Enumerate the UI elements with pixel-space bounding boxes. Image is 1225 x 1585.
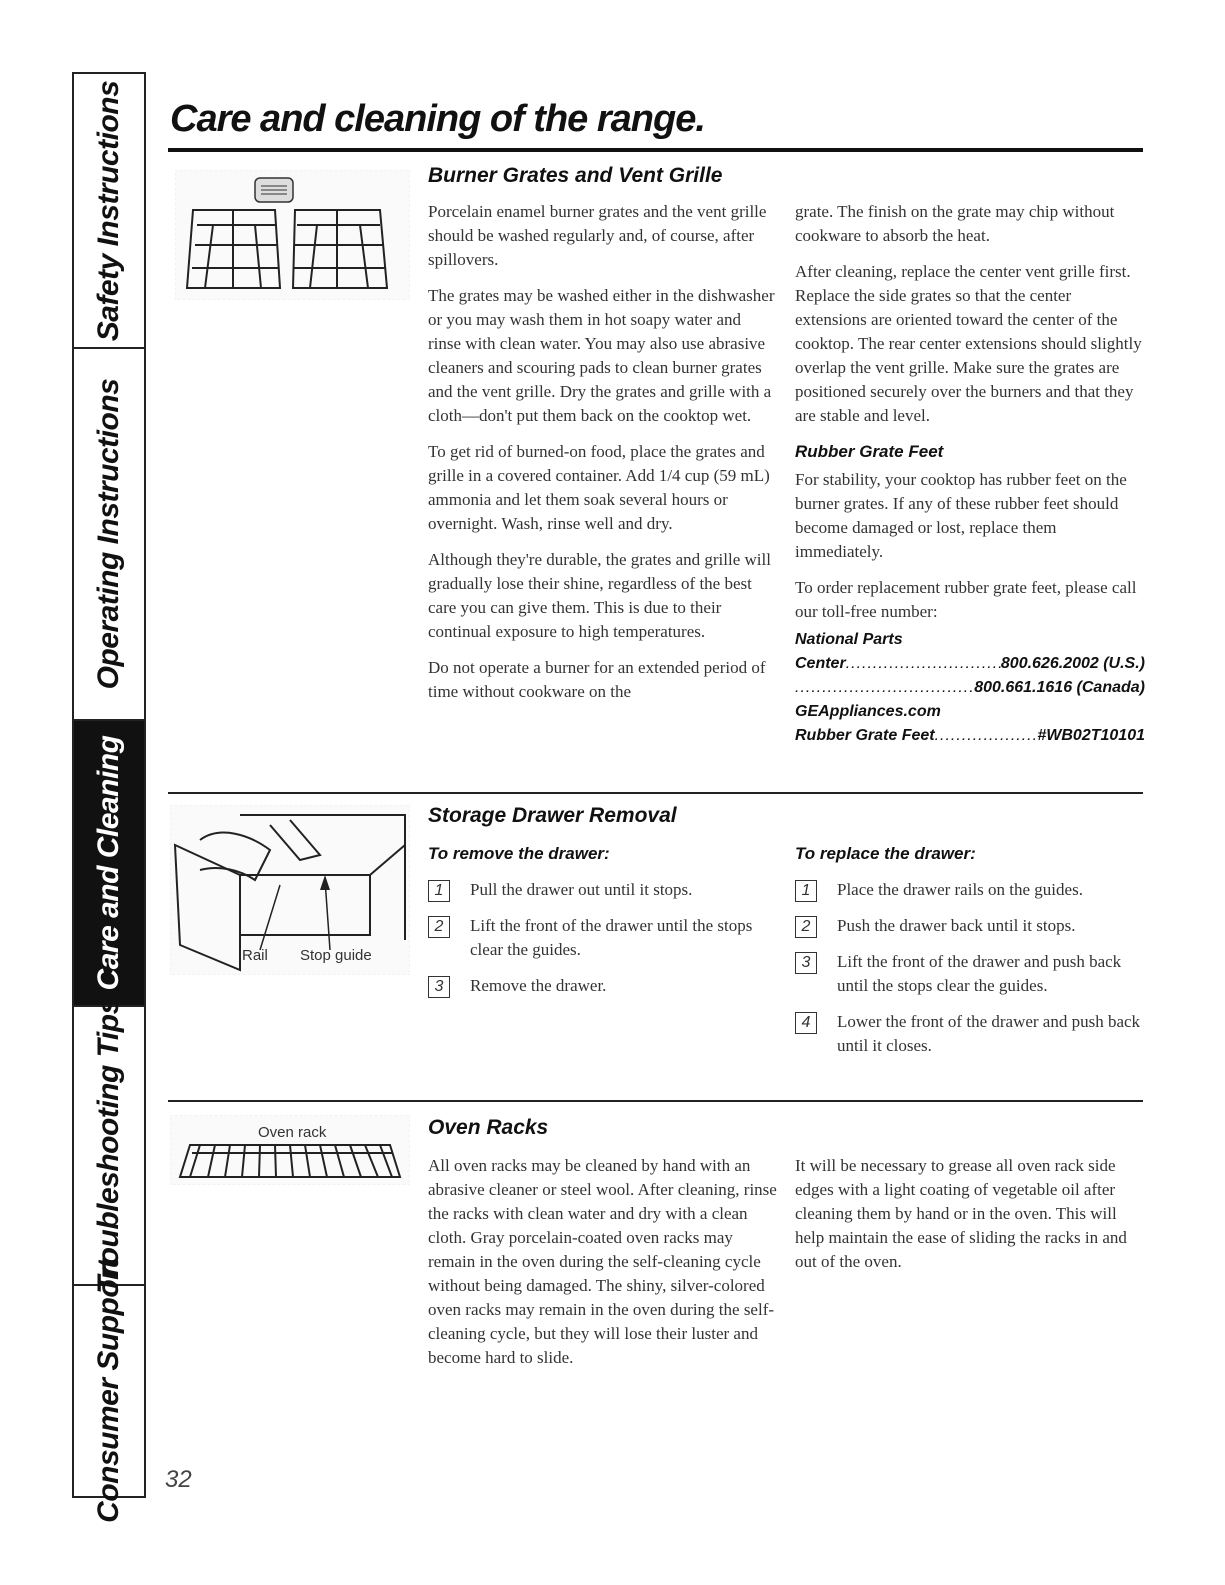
tab-care-and-cleaning[interactable] bbox=[74, 721, 144, 1007]
part-number: #WB02T10101 bbox=[1037, 727, 1145, 744]
tab-safety-instructions[interactable] bbox=[74, 74, 144, 349]
parts-center-name: National Parts bbox=[795, 631, 903, 648]
paragraph: After cleaning, replace the center vent grille first. Replace the side grates so that the center extensions are oriented toward the center of the cooktop. The rear center extensions should slightly overlap the vent grille. Make sure the grates are positioned securely over the burners and that they are stable and level. bbox=[795, 262, 1142, 425]
replace-drawer-column bbox=[795, 842, 1145, 1070]
drawer-heading: Storage Drawer Removal bbox=[428, 804, 677, 827]
step-item bbox=[795, 1010, 1145, 1058]
oven-racks-left-column bbox=[428, 1154, 778, 1382]
step-text: Lift the front of the drawer until the stops clear the guides. bbox=[470, 916, 753, 959]
burner-left-column bbox=[428, 200, 778, 716]
rail-label: Rail bbox=[242, 947, 268, 964]
page-title: Care and cleaning of the range. bbox=[170, 98, 705, 140]
parts-us-line bbox=[795, 652, 1145, 676]
oven-racks-right-column bbox=[795, 1154, 1145, 1286]
tab-troubleshooting-tips[interactable] bbox=[74, 997, 144, 1294]
tab-label: Care and Cleaning bbox=[92, 735, 125, 991]
tab-consumer-support[interactable] bbox=[74, 1259, 144, 1523]
replace-drawer-heading: To replace the drawer: bbox=[795, 844, 976, 863]
parts-us-phone: 800.626.2002 (U.S.) bbox=[1000, 655, 1145, 672]
tab-label: Safety Instructions bbox=[92, 80, 125, 341]
parts-canada-phone: 800.661.1616 (Canada) bbox=[974, 679, 1145, 696]
step-item bbox=[428, 974, 778, 998]
paragraph: To get rid of burned-on food, place the grates and grille in a covered container. Add 1/4 cup (59 mL) ammonia and let them soak several hours or overnight. Wash, rinse well and dry. bbox=[428, 442, 770, 533]
oven-rack-label: Oven rack bbox=[258, 1124, 327, 1141]
step-number: 1 bbox=[795, 880, 817, 902]
paragraph: The grates may be washed either in the dishwasher or you may wash them in hot soapy water and rinse with clean water. You may also use abrasive cleaners and scouring pads to clean burner grates and the vent grille. Dry the grates and grille with a cloth—don't put them back on the cooktop wet. bbox=[428, 286, 775, 425]
burner-right-column bbox=[795, 200, 1145, 748]
tab-label: Consumer Support bbox=[92, 1259, 125, 1523]
oven-rack-illustration bbox=[170, 1115, 410, 1185]
tab-label: Operating Instructions bbox=[92, 378, 125, 690]
burner-grates-illustration bbox=[175, 170, 410, 300]
leader-dots bbox=[846, 652, 1001, 676]
step-item bbox=[428, 914, 778, 962]
step-item bbox=[795, 950, 1145, 998]
stop-guide-label: Stop guide bbox=[300, 947, 372, 964]
step-text: Lift the front of the drawer and push back until the stops clear the guides. bbox=[837, 952, 1122, 995]
step-text: Lower the front of the drawer and push back until it closes. bbox=[837, 1012, 1141, 1055]
rubber-feet-heading: Rubber Grate Feet bbox=[795, 442, 944, 461]
paragraph: Porcelain enamel burner grates and the vent grille should be washed regularly and, of course, after spillovers. bbox=[428, 202, 767, 269]
tab-operating-instructions[interactable] bbox=[74, 349, 144, 721]
paragraph: For stability, your cooktop has rubber feet on the burner grates. If any of these rubber feet should become damaged or lost, replace them immediately. bbox=[795, 470, 1127, 561]
step-item bbox=[428, 878, 778, 902]
section-divider bbox=[168, 792, 1143, 794]
step-text: Pull the drawer out until it stops. bbox=[470, 880, 693, 899]
paragraph: Do not operate a burner for an extended period of time without cookware on the bbox=[428, 658, 766, 701]
parts-center-label: Center bbox=[795, 655, 846, 672]
oven-racks-heading: Oven Racks bbox=[428, 1116, 549, 1139]
step-item bbox=[795, 914, 1145, 938]
remove-drawer-heading: To remove the drawer: bbox=[428, 844, 610, 863]
paragraph: It will be necessary to grease all oven rack side edges with a light coating of vegetable oil after cleaning them by hand or in the oven. This will help maintain the ease of sliding the racks in and out of the oven. bbox=[795, 1156, 1127, 1271]
step-text: Place the drawer rails on the guides. bbox=[837, 880, 1083, 899]
step-text: Remove the drawer. bbox=[470, 976, 607, 995]
step-number: 2 bbox=[795, 916, 817, 938]
section-sidebar bbox=[72, 72, 146, 1523]
website-link[interactable]: GEAppliances.com bbox=[795, 703, 941, 720]
step-number: 3 bbox=[428, 976, 450, 998]
page-number: 32 bbox=[165, 1466, 192, 1493]
paragraph: To order replacement rubber grate feet, please call our toll-free number: bbox=[795, 578, 1137, 621]
tab-label: Troubleshooting Tips bbox=[92, 997, 125, 1294]
leader-dots bbox=[935, 724, 1038, 748]
remove-drawer-column bbox=[428, 842, 778, 1010]
burner-heading: Burner Grates and Vent Grille bbox=[428, 164, 723, 187]
step-number: 2 bbox=[428, 916, 450, 938]
parts-canada-line bbox=[795, 676, 1145, 700]
title-rule bbox=[168, 148, 1143, 152]
step-item bbox=[795, 878, 1145, 902]
leader-dots bbox=[795, 676, 974, 700]
paragraph: All oven racks may be cleaned by hand with an abrasive cleaner or steel wool. After cleaning, rinse the racks with clean water and dry with a clean cloth. Gray porcelain-coated oven racks may remain in the oven during the self-cleaning cycle without being damaged. The shiny, silver-colored oven racks may remain in the oven during the self-cleaning cycle, but they will lose their luster and become hard to slide. bbox=[428, 1156, 777, 1367]
step-number: 3 bbox=[795, 952, 817, 974]
storage-drawer-illustration bbox=[170, 805, 410, 975]
paragraph: Although they're durable, the grates and grille will gradually lose their shine, regardless of the best care you can give them. This is due to their continual exposure to high temperatures. bbox=[428, 550, 771, 641]
step-text: Push the drawer back until it stops. bbox=[837, 916, 1076, 935]
part-label: Rubber Grate Feet bbox=[795, 727, 935, 744]
part-number-line bbox=[795, 724, 1145, 748]
section-divider bbox=[168, 1100, 1143, 1102]
step-number: 4 bbox=[795, 1012, 817, 1034]
step-number: 1 bbox=[428, 880, 450, 902]
paragraph: grate. The finish on the grate may chip without cookware to absorb the heat. bbox=[795, 202, 1115, 245]
